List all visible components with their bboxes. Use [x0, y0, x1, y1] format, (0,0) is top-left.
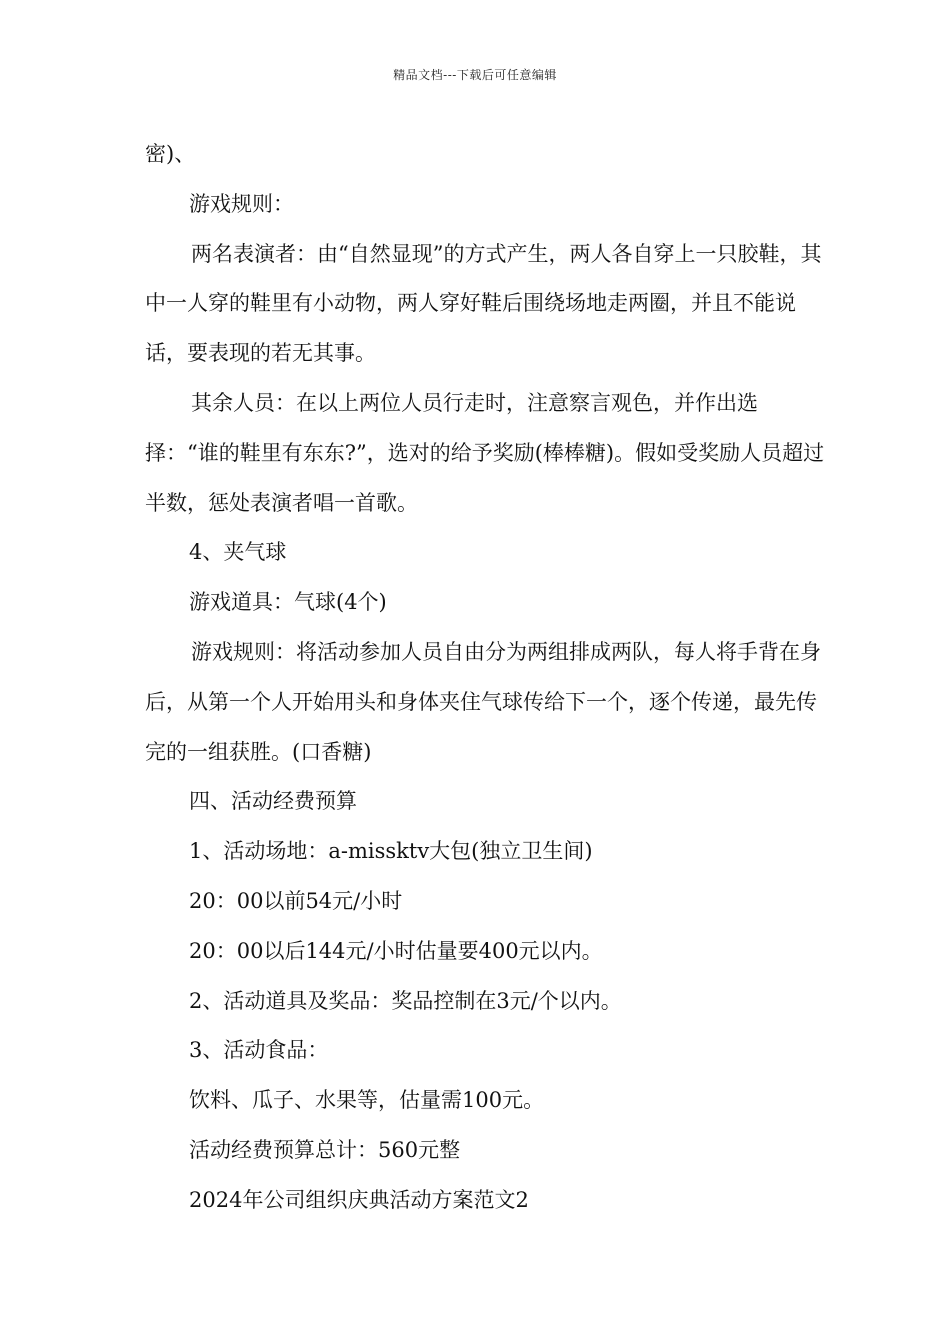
- paragraph-12: 2、活动道具及奖品：奖品控制在3元/个以内。: [189, 988, 622, 1013]
- paragraph-4: 其余人员：在以上两位人员行走时，注意察言观色，并作出选择：“谁的鞋里有东东?”，选对的给予奖励(棒棒糖)。假如受奖励人员超过半数，惩处表演者唱一首歌。: [145, 390, 825, 515]
- paragraph-16: 2024年公司组织庆典活动方案范文2: [189, 1187, 529, 1212]
- paragraph-1: 密)、: [145, 142, 196, 166]
- paragraph-5: 4、夹气球: [189, 540, 287, 565]
- paragraph-9: 1、活动场地：a-missktv大包(独立卫生间): [189, 839, 593, 864]
- paragraph-2: 游戏规则：: [189, 191, 294, 216]
- paragraph-14: 饮料、瓜子、水果等，估量需100元。: [189, 1088, 545, 1113]
- paragraph-3: 两名表演者：由“自然显现”的方式产生，两人各自穿上一只胶鞋，其中一人穿的鞋里有小动物，两人穿好鞋后围绕场地走两圈，并且不能说话，要表现的若无其事。: [145, 241, 822, 366]
- paragraph-15: 活动经费预算总计：560元整: [189, 1137, 461, 1162]
- document-body: [145, 130, 825, 1226]
- page-header: 精品文档---下载后可任意编辑: [393, 68, 557, 82]
- paragraph-8: 四、活动经费预算: [189, 789, 357, 814]
- paragraph-11: 20：00以后144元/小时估量要400元以内。: [189, 938, 603, 963]
- paragraph-10: 20：00以前54元/小时: [189, 888, 403, 913]
- paragraph-7: 游戏规则：将活动参加人员自由分为两组排成两队，每人将手背在身后，从第一个人开始用头和身体夹住气球传给下一个，逐个传递，最先传完的一组获胜。(口香糖): [145, 639, 821, 764]
- paragraph-13: 3、活动食品：: [189, 1038, 329, 1063]
- paragraph-6: 游戏道具：气球(4个): [189, 590, 387, 615]
